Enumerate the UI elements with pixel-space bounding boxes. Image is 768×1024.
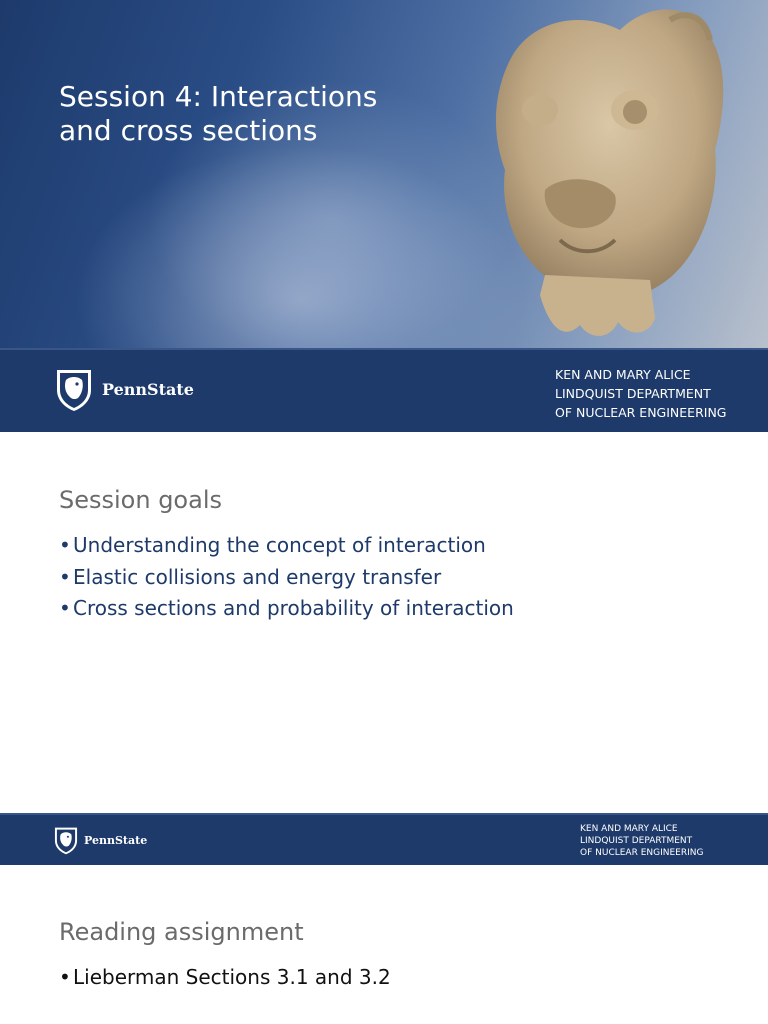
list-item-text: Cross sections and probability of interaction bbox=[73, 596, 514, 620]
pennstate-logo bbox=[53, 825, 147, 855]
session-goals-heading: Session goals bbox=[59, 486, 222, 514]
list-item-text: Elastic collisions and energy transfer bbox=[73, 564, 442, 589]
lion-shield-icon bbox=[54, 366, 94, 412]
reading-assignment-list bbox=[59, 962, 391, 994]
logo-wordmark: PennState bbox=[102, 379, 194, 399]
list-item-text: Understanding the concept of interaction bbox=[73, 533, 486, 557]
bullet-icon: • bbox=[59, 965, 71, 989]
dept-line1: KEN AND MARY ALICE bbox=[555, 367, 691, 382]
list-item bbox=[59, 593, 514, 625]
list-item bbox=[59, 530, 514, 562]
logo-wordmark: PennState bbox=[84, 833, 148, 847]
bullet-icon: • bbox=[59, 564, 71, 589]
department-name bbox=[555, 365, 726, 422]
slide-title-line1: Session 4: Interactions bbox=[59, 80, 378, 113]
dept-line3: OF NUCLEAR ENGINEERING bbox=[580, 848, 704, 858]
reading-assignment-heading: Reading assignment bbox=[59, 918, 304, 946]
bullet-icon: • bbox=[59, 533, 71, 557]
list-item bbox=[59, 562, 514, 594]
department-name bbox=[580, 823, 703, 859]
brand-bar bbox=[0, 348, 768, 432]
dept-line1: KEN AND MARY ALICE bbox=[580, 824, 678, 834]
slide-title bbox=[59, 80, 479, 148]
pennstate-logo bbox=[54, 366, 194, 412]
dept-line3: OF NUCLEAR ENGINEERING bbox=[555, 405, 727, 420]
dept-line2: LINDQUIST DEPARTMENT bbox=[555, 386, 711, 401]
bullet-icon: • bbox=[59, 596, 71, 620]
lion-shield-icon bbox=[53, 825, 79, 855]
dept-line2: LINDQUIST DEPARTMENT bbox=[580, 836, 693, 846]
title-slide-hero bbox=[0, 0, 768, 348]
session-goals-list bbox=[59, 530, 514, 625]
list-item-text: Lieberman Sections 3.1 and 3.2 bbox=[73, 965, 391, 989]
brand-bar bbox=[0, 813, 768, 865]
list-item bbox=[59, 962, 391, 994]
slide-title-line2: and cross sections bbox=[59, 114, 318, 147]
nittany-lion-sculpture bbox=[470, 0, 768, 348]
